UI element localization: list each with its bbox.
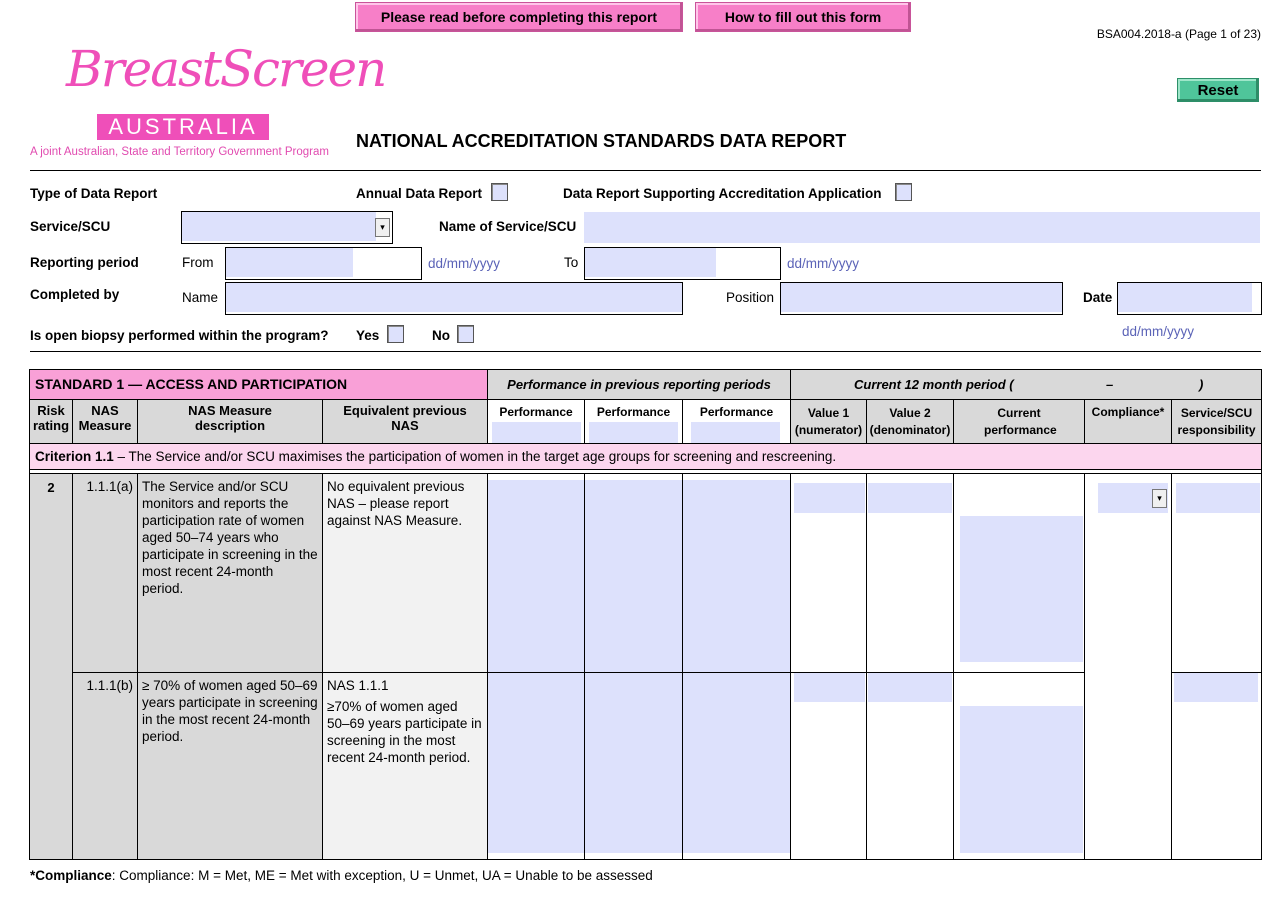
perf1-input[interactable] — [488, 673, 584, 853]
completed-label: Completed by — [30, 287, 120, 302]
value1-input[interactable] — [794, 673, 865, 702]
position-input[interactable] — [780, 282, 1063, 315]
current-period-header — [791, 370, 1262, 400]
yes-label: Yes — [356, 328, 380, 343]
value2-cell — [867, 474, 954, 673]
perf2-input[interactable] — [585, 673, 682, 853]
chevron-down-icon[interactable]: ▾ — [1152, 489, 1167, 508]
perf2-period-input[interactable] — [589, 422, 678, 443]
current-header: Current performance — [954, 400, 1085, 444]
logo-tagline: A joint Australian, State and Territory Government Program — [30, 146, 329, 158]
desc-cell: ≥ 70% of women aged 50–69 years participate in screening in the most recent 24-month period. — [138, 673, 323, 860]
service-name-input[interactable] — [584, 212, 1260, 243]
current-period-dash: – — [1106, 377, 1114, 392]
annual-checkbox[interactable] — [491, 183, 508, 201]
type-label: Type of Data Report — [30, 186, 158, 201]
divider — [30, 170, 1261, 171]
perf1-header — [488, 400, 585, 444]
prev-periods-title: Performance in previous reporting periods — [488, 370, 791, 400]
current-cell — [954, 474, 1085, 673]
supporting-checkbox[interactable] — [895, 183, 912, 201]
from-date-input[interactable] — [225, 247, 422, 280]
compliance-header: Compliance* — [1085, 400, 1172, 444]
name-input[interactable] — [225, 282, 683, 315]
document-id: BSA004.2018-a (Page 1 of 23) — [1096, 27, 1261, 41]
perf3-label: Performance — [699, 405, 774, 419]
responsibility-input[interactable] — [1176, 483, 1260, 513]
from-date-hint: dd/mm/yyyy — [428, 256, 501, 271]
risk-header: Risk rating — [30, 400, 73, 444]
desc-cell: The Service and/or SCU monitors and reports the participation rate of women aged 50–74 years who participate in screening in the most recent 24-month period. — [138, 474, 323, 673]
chevron-down-icon[interactable]: ▾ — [375, 218, 390, 237]
date-input[interactable] — [1117, 282, 1262, 315]
current-period-close: ) — [1199, 377, 1204, 392]
criterion-text: – The Service and/or SCU maximises the participation of women in the target age groups for screening and rescreening. — [113, 449, 837, 464]
logo-country: AUSTRALIA — [97, 114, 269, 140]
no-label: No — [432, 328, 450, 343]
period-label: Reporting period — [30, 255, 139, 270]
footnote-label: *Compliance — [30, 868, 112, 883]
current-input[interactable] — [960, 706, 1083, 853]
perf2-cell — [585, 474, 683, 673]
value2-input[interactable] — [868, 483, 952, 513]
perf1-period-input[interactable] — [492, 422, 581, 443]
page-title: NATIONAL ACCREDITATION STANDARDS DATA REPORT — [356, 131, 847, 151]
value2-cell — [867, 673, 954, 860]
how-to-fill-button[interactable]: How to fill out this form — [695, 2, 911, 32]
nas-cell: 1.1.1(a) — [73, 474, 138, 673]
equiv-header: Equivalent previous NAS — [323, 400, 488, 444]
standard-title: STANDARD 1 — ACCESS AND PARTICIPATION — [30, 370, 488, 400]
nas-cell: 1.1.1(b) — [73, 673, 138, 860]
perf1-input[interactable] — [488, 480, 584, 672]
perf1-label: Performance — [499, 405, 573, 419]
date-label: Date — [1083, 290, 1113, 305]
reset-button[interactable]: Reset — [1177, 78, 1259, 102]
value1-cell — [791, 673, 867, 860]
criterion-label: Criterion 1.1 — [35, 449, 114, 464]
desc-header: NAS Measure description — [138, 400, 323, 444]
current-input[interactable] — [960, 516, 1083, 662]
yes-checkbox[interactable] — [387, 325, 404, 343]
from-label: From — [182, 255, 214, 270]
responsibility-cell — [1172, 474, 1262, 673]
perf2-label: Performance — [596, 405, 671, 419]
value2-input[interactable] — [868, 673, 952, 702]
divider — [30, 351, 1261, 352]
biopsy-question: Is open biopsy performed within the program? — [30, 328, 329, 343]
perf2-cell — [585, 673, 683, 860]
perf3-header — [683, 400, 791, 444]
perf1-cell — [488, 474, 585, 673]
to-label: To — [564, 255, 579, 270]
service-select[interactable] — [181, 211, 393, 244]
position-label: Position — [726, 290, 775, 305]
read-before-button[interactable]: Please read before completing this report — [355, 2, 683, 32]
risk-cell: 2 — [30, 474, 73, 860]
perf1-cell — [488, 673, 585, 860]
responsibility-input[interactable] — [1174, 673, 1258, 702]
service-name-label: Name of Service/SCU — [439, 219, 577, 234]
perf3-input[interactable] — [683, 673, 790, 853]
criterion-row — [30, 444, 1262, 470]
perf3-period-input[interactable] — [691, 422, 780, 443]
responsibility-header: Service/SCU responsibility — [1172, 400, 1262, 444]
annual-label: Annual Data Report — [356, 186, 483, 201]
perf2-header — [585, 400, 683, 444]
nas-header: NAS Measure — [73, 400, 138, 444]
equiv-text: ≥70% of women aged 50–69 years participate in screening in the most recent 24-month period. — [327, 699, 482, 765]
value1-input[interactable] — [794, 483, 865, 513]
logo-wordmark: BreastScreen — [66, 40, 386, 98]
service-label: Service/SCU — [30, 219, 111, 234]
current-cell — [954, 673, 1085, 860]
equiv-cell: No equivalent previous NAS – please report against NAS Measure. — [323, 474, 488, 673]
perf2-input[interactable] — [585, 480, 682, 672]
value1-header: Value 1 (numerator) — [791, 400, 867, 444]
value2-header: Value 2 (denominator) — [867, 400, 954, 444]
name-label: Name — [182, 290, 219, 305]
footnote-text: : Compliance: M = Met, ME = Met with exception, U = Unmet, UA = Unable to be assessed — [111, 868, 653, 883]
responsibility-cell — [1172, 673, 1262, 860]
compliance-cell — [1085, 474, 1172, 860]
standard-table — [29, 369, 1262, 860]
perf3-input[interactable] — [683, 480, 790, 672]
equiv-title: NAS 1.1.1 — [327, 678, 389, 693]
no-checkbox[interactable] — [457, 325, 474, 343]
perf3-cell — [683, 673, 791, 860]
date-hint: dd/mm/yyyy — [1122, 324, 1195, 339]
supporting-label: Data Report Supporting Accreditation Application — [563, 186, 882, 201]
to-date-hint: dd/mm/yyyy — [787, 256, 860, 271]
to-date-input[interactable] — [584, 247, 781, 280]
perf3-cell — [683, 474, 791, 673]
current-period-title: Current 12 month period ( — [854, 377, 1014, 392]
equiv-cell — [323, 673, 488, 860]
footnote — [30, 868, 653, 883]
value1-cell — [791, 474, 867, 673]
